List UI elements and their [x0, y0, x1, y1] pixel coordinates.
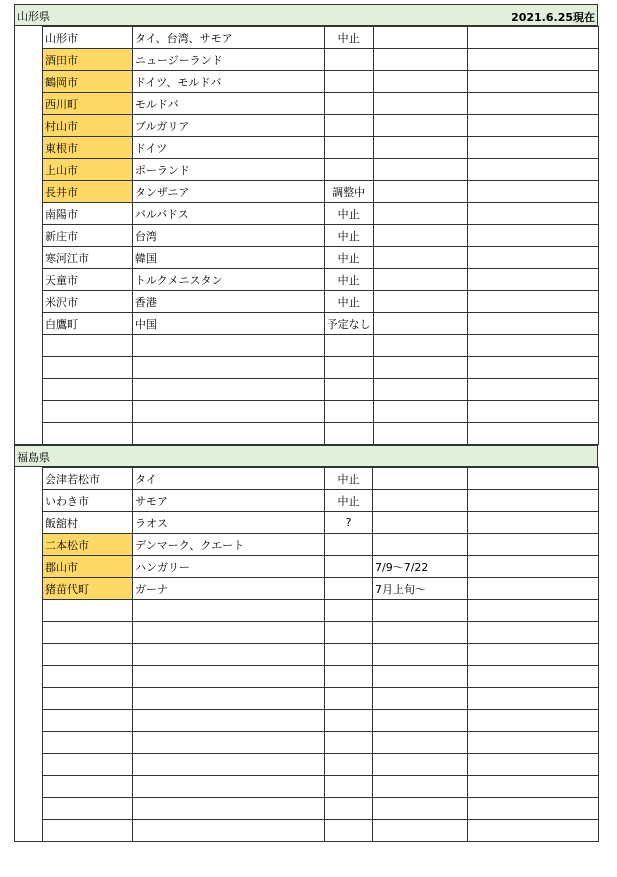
city-cell[interactable] [43, 710, 133, 732]
date-cell[interactable] [373, 820, 468, 842]
status-cell[interactable] [325, 556, 373, 578]
country-cell[interactable] [133, 776, 325, 798]
note-cell[interactable] [468, 335, 599, 357]
note-cell[interactable] [468, 644, 599, 666]
city-cell[interactable]: 上山市 [43, 159, 133, 181]
table-row [43, 423, 599, 445]
country-cell[interactable] [133, 688, 325, 710]
country-cell[interactable]: デンマーク、クエート [133, 534, 325, 556]
status-cell[interactable] [324, 423, 373, 445]
note-cell[interactable] [468, 666, 599, 688]
note-cell[interactable] [468, 181, 599, 203]
country-cell[interactable] [133, 600, 325, 622]
note-cell[interactable] [468, 688, 599, 710]
table-row [43, 115, 599, 137]
table-row [43, 820, 599, 842]
city-cell[interactable]: 東根市 [43, 137, 133, 159]
status-cell[interactable] [325, 798, 373, 820]
country-cell[interactable] [133, 732, 325, 754]
section-title: 山形県 [17, 10, 50, 23]
note-cell[interactable] [468, 313, 599, 335]
status-cell[interactable] [324, 401, 373, 423]
date-cell[interactable] [373, 710, 468, 732]
table-row [43, 688, 599, 710]
status-cell[interactable]: 中止 [324, 269, 373, 291]
status-cell[interactable] [325, 644, 373, 666]
status-cell[interactable] [325, 666, 373, 688]
section-yamagata [14, 4, 599, 445]
table-row [43, 27, 599, 49]
status-cell[interactable] [325, 578, 373, 600]
date-label: 2021.6.25現在 [511, 11, 595, 24]
country-cell[interactable] [132, 423, 324, 445]
status-cell[interactable] [324, 335, 373, 357]
note-cell[interactable] [468, 27, 599, 49]
note-cell[interactable] [468, 820, 599, 842]
status-cell[interactable]: 予定なし [324, 313, 373, 335]
status-cell[interactable] [325, 754, 373, 776]
country-cell[interactable]: ラオス [133, 512, 325, 534]
city-cell[interactable] [43, 820, 133, 842]
table-row [43, 137, 599, 159]
status-cell[interactable] [324, 71, 373, 93]
table-row [43, 600, 599, 622]
note-cell[interactable] [468, 247, 599, 269]
date-cell[interactable] [373, 468, 468, 490]
table-row [43, 313, 599, 335]
date-cell[interactable] [373, 49, 468, 71]
status-cell[interactable]: 調整中 [324, 181, 373, 203]
table-row [43, 468, 599, 490]
table-row [43, 622, 599, 644]
date-cell[interactable] [373, 291, 468, 313]
table-row [43, 269, 599, 291]
city-cell[interactable] [43, 600, 133, 622]
note-cell[interactable] [468, 468, 599, 490]
date-cell[interactable] [373, 335, 468, 357]
date-cell[interactable] [373, 644, 468, 666]
table-row [43, 357, 599, 379]
city-table [42, 26, 599, 445]
date-cell[interactable] [373, 423, 468, 445]
country-cell[interactable]: ガーナ [133, 578, 325, 600]
city-cell[interactable]: 鶴岡市 [43, 71, 133, 93]
note-cell[interactable] [468, 776, 599, 798]
note-cell[interactable] [468, 291, 599, 313]
city-cell[interactable]: 新庄市 [43, 225, 133, 247]
table-row [43, 49, 599, 71]
table-row [43, 291, 599, 313]
city-cell[interactable]: 米沢市 [43, 291, 133, 313]
table-row [43, 732, 599, 754]
city-cell[interactable] [43, 666, 133, 688]
city-cell[interactable] [43, 732, 133, 754]
country-cell[interactable] [132, 357, 324, 379]
country-cell[interactable] [133, 754, 325, 776]
section-title: 福島県 [17, 451, 50, 464]
country-cell[interactable]: ブルガリア [132, 115, 324, 137]
status-cell[interactable]: 中止 [325, 468, 373, 490]
date-cell[interactable] [373, 622, 468, 644]
country-cell[interactable]: タイ、台湾、サモア [132, 27, 324, 49]
note-cell[interactable] [468, 357, 599, 379]
date-cell[interactable]: 7月上旬～ [373, 578, 468, 600]
date-cell[interactable] [373, 379, 468, 401]
city-cell[interactable] [43, 798, 133, 820]
table-row [43, 379, 599, 401]
table-row [43, 203, 599, 225]
note-cell[interactable] [468, 115, 599, 137]
note-cell[interactable] [468, 71, 599, 93]
country-cell[interactable] [132, 379, 324, 401]
note-cell[interactable] [468, 159, 599, 181]
city-cell[interactable]: 長井市 [43, 181, 133, 203]
city-cell[interactable] [43, 754, 133, 776]
date-cell[interactable] [373, 269, 468, 291]
city-cell[interactable]: 山形市 [43, 27, 133, 49]
country-cell[interactable] [133, 666, 325, 688]
note-cell[interactable] [468, 578, 599, 600]
status-cell[interactable] [325, 776, 373, 798]
country-cell[interactable]: 香港 [132, 291, 324, 313]
note-cell[interactable] [468, 137, 599, 159]
note-cell[interactable] [468, 622, 599, 644]
note-cell[interactable] [468, 534, 599, 556]
status-cell[interactable] [325, 732, 373, 754]
city-cell[interactable]: 西川町 [43, 93, 133, 115]
note-cell[interactable] [468, 600, 599, 622]
table-row [43, 247, 599, 269]
city-cell[interactable] [43, 776, 133, 798]
table-row [43, 490, 599, 512]
status-cell[interactable] [324, 115, 373, 137]
date-cell[interactable] [373, 534, 468, 556]
country-cell[interactable]: ドイツ [132, 137, 324, 159]
country-cell[interactable]: タンザニア [132, 181, 324, 203]
table-row [43, 578, 599, 600]
status-cell[interactable]: 中止 [325, 490, 373, 512]
section-header[interactable] [14, 4, 598, 26]
country-cell[interactable] [133, 622, 325, 644]
date-cell[interactable] [373, 798, 468, 820]
city-cell[interactable] [43, 644, 133, 666]
date-cell[interactable] [373, 115, 468, 137]
status-cell[interactable]: 中止 [324, 247, 373, 269]
note-cell[interactable] [468, 401, 599, 423]
city-cell[interactable] [43, 622, 133, 644]
indent-column [14, 467, 42, 842]
status-cell[interactable]: 中止 [324, 291, 373, 313]
table-row [43, 225, 599, 247]
country-cell[interactable]: 中国 [132, 313, 324, 335]
section-fukushima [14, 445, 599, 842]
country-cell[interactable]: モルドバ [132, 93, 324, 115]
date-cell[interactable] [373, 203, 468, 225]
country-cell[interactable]: ニュージーランド [132, 49, 324, 71]
note-cell[interactable] [468, 556, 599, 578]
country-cell[interactable] [133, 820, 325, 842]
city-cell[interactable] [43, 688, 133, 710]
note-cell[interactable] [468, 732, 599, 754]
note-cell[interactable] [468, 203, 599, 225]
table-row [43, 644, 599, 666]
country-cell[interactable]: 台湾 [132, 225, 324, 247]
city-cell[interactable]: 飯舘村 [43, 512, 133, 534]
table-row [43, 159, 599, 181]
note-cell[interactable] [468, 49, 599, 71]
note-cell[interactable] [468, 269, 599, 291]
country-cell[interactable]: サモア [133, 490, 325, 512]
city-cell[interactable] [43, 335, 133, 357]
status-cell[interactable]: 中止 [324, 225, 373, 247]
note-cell[interactable] [468, 423, 599, 445]
date-cell[interactable] [373, 181, 468, 203]
city-cell[interactable]: いわき市 [43, 490, 133, 512]
table-row [43, 401, 599, 423]
country-cell[interactable]: 韓国 [132, 247, 324, 269]
date-cell[interactable] [373, 600, 468, 622]
date-cell[interactable] [373, 754, 468, 776]
date-cell[interactable] [373, 688, 468, 710]
country-cell[interactable]: タイ [133, 468, 325, 490]
table-row [43, 776, 599, 798]
note-cell[interactable] [468, 754, 599, 776]
date-cell[interactable] [373, 225, 468, 247]
table-row [43, 71, 599, 93]
note-cell[interactable] [468, 225, 599, 247]
note-cell[interactable] [468, 490, 599, 512]
status-cell[interactable] [324, 49, 373, 71]
city-cell[interactable]: 猪苗代町 [43, 578, 133, 600]
table-row [43, 556, 599, 578]
city-cell[interactable]: 郡山市 [43, 556, 133, 578]
country-cell[interactable]: ハンガリー [133, 556, 325, 578]
date-cell[interactable] [373, 247, 468, 269]
date-cell[interactable] [373, 666, 468, 688]
date-cell[interactable] [373, 357, 468, 379]
table-row [43, 534, 599, 556]
city-cell[interactable]: 白鷹町 [43, 313, 133, 335]
status-cell[interactable]: 中止 [324, 203, 373, 225]
table-row [43, 798, 599, 820]
spreadsheet [14, 4, 599, 842]
table-row [43, 93, 599, 115]
table-row [43, 335, 599, 357]
date-cell[interactable] [373, 401, 468, 423]
city-cell[interactable]: 天童市 [43, 269, 133, 291]
status-cell[interactable] [325, 820, 373, 842]
status-cell[interactable] [325, 600, 373, 622]
country-cell[interactable] [133, 644, 325, 666]
date-cell[interactable] [373, 512, 468, 534]
city-table [42, 467, 599, 842]
status-cell[interactable] [324, 159, 373, 181]
date-cell[interactable]: 7/9～7/22 [373, 556, 468, 578]
city-cell[interactable]: 二本松市 [43, 534, 133, 556]
status-cell[interactable]: 中止 [324, 27, 373, 49]
status-cell[interactable] [324, 379, 373, 401]
note-cell[interactable] [468, 93, 599, 115]
city-cell[interactable]: 南陽市 [43, 203, 133, 225]
table-row [43, 754, 599, 776]
city-cell[interactable] [43, 423, 133, 445]
city-cell[interactable]: 会津若松市 [43, 468, 133, 490]
city-cell[interactable]: 寒河江市 [43, 247, 133, 269]
country-cell[interactable] [133, 798, 325, 820]
city-cell[interactable]: 酒田市 [43, 49, 133, 71]
indent-column [14, 26, 42, 445]
country-cell[interactable]: トルクメニスタン [132, 269, 324, 291]
status-cell[interactable] [324, 357, 373, 379]
country-cell[interactable] [132, 335, 324, 357]
table-row [43, 710, 599, 732]
date-cell[interactable] [373, 137, 468, 159]
city-cell[interactable] [43, 357, 133, 379]
status-cell[interactable] [325, 710, 373, 732]
status-cell[interactable] [325, 622, 373, 644]
country-cell[interactable] [133, 710, 325, 732]
status-cell[interactable] [325, 534, 373, 556]
table-row [43, 666, 599, 688]
country-cell[interactable]: ポーランド [132, 159, 324, 181]
note-cell[interactable] [468, 798, 599, 820]
note-cell[interactable] [468, 512, 599, 534]
status-cell[interactable] [324, 93, 373, 115]
city-cell[interactable] [43, 401, 133, 423]
country-cell[interactable]: ドイツ、モルドバ [132, 71, 324, 93]
status-cell[interactable]: ? [325, 512, 373, 534]
city-cell[interactable]: 村山市 [43, 115, 133, 137]
note-cell[interactable] [468, 710, 599, 732]
country-cell[interactable]: バルバドス [132, 203, 324, 225]
status-cell[interactable] [324, 137, 373, 159]
date-cell[interactable] [373, 93, 468, 115]
date-cell[interactable] [373, 313, 468, 335]
date-cell[interactable] [373, 732, 468, 754]
date-cell[interactable] [373, 71, 468, 93]
date-cell[interactable] [373, 27, 468, 49]
status-cell[interactable] [325, 688, 373, 710]
section-header[interactable] [14, 445, 598, 467]
city-cell[interactable] [43, 379, 133, 401]
date-cell[interactable] [373, 776, 468, 798]
table-row [43, 181, 599, 203]
note-cell[interactable] [468, 379, 599, 401]
date-cell[interactable] [373, 159, 468, 181]
date-cell[interactable] [373, 490, 468, 512]
country-cell[interactable] [132, 401, 324, 423]
table-row [43, 512, 599, 534]
